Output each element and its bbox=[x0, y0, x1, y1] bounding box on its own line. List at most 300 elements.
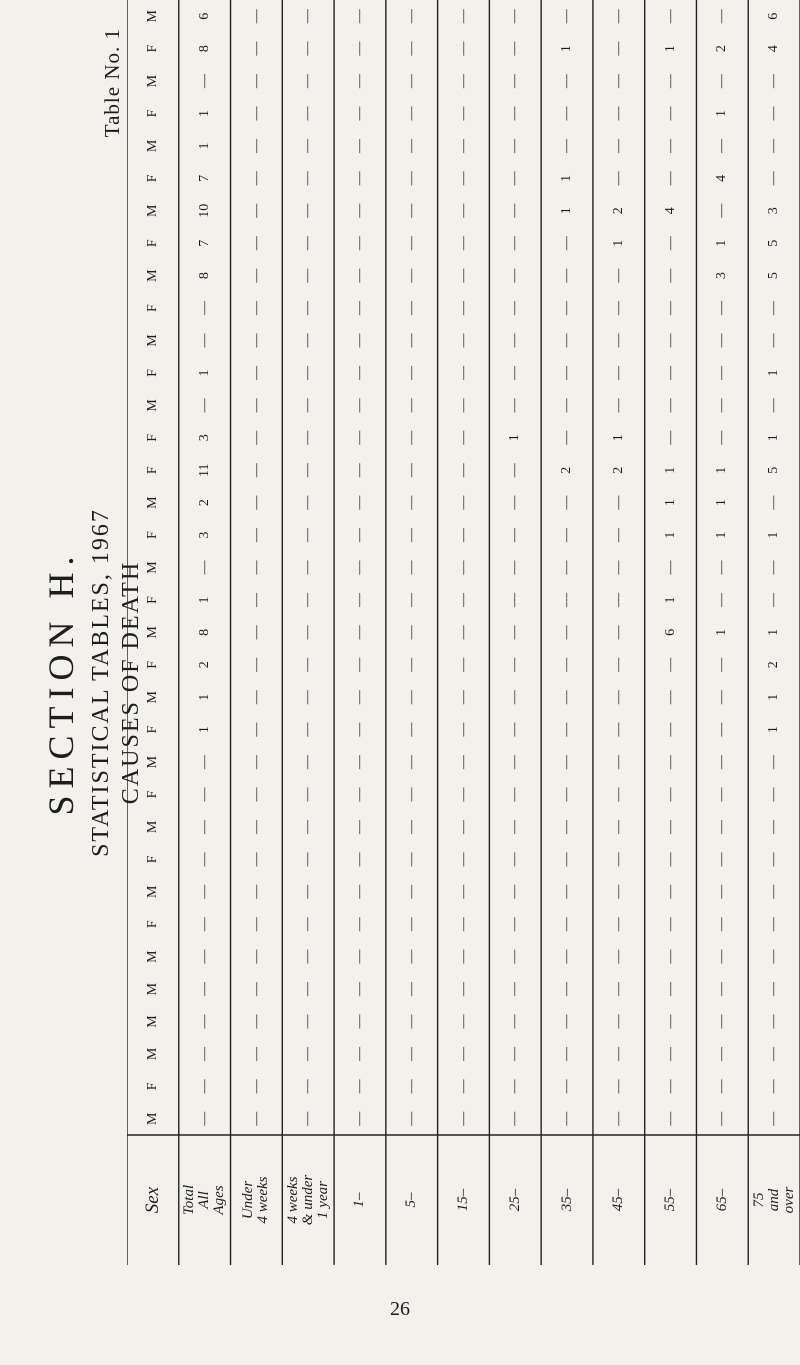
cell-value: — bbox=[507, 1111, 523, 1126]
cell-value: — bbox=[610, 722, 626, 737]
header-age-11 bbox=[748, 1135, 800, 1265]
cell-value: — bbox=[507, 722, 523, 737]
sex-value: F bbox=[145, 369, 160, 377]
cell-value: — bbox=[662, 852, 678, 867]
cell-value: — bbox=[610, 755, 626, 770]
cell-value: 1 bbox=[714, 499, 730, 507]
cell-value: — bbox=[300, 917, 316, 932]
cell-value: — bbox=[766, 138, 782, 153]
cell-value: — bbox=[455, 365, 471, 380]
cell-value: — bbox=[507, 625, 523, 640]
cell-value: — bbox=[766, 982, 782, 997]
cell-value: — bbox=[766, 755, 782, 770]
cell-value: — bbox=[455, 430, 471, 445]
cell-value: — bbox=[403, 138, 419, 153]
cell-value: — bbox=[662, 819, 678, 834]
cell-value: — bbox=[559, 106, 575, 121]
cell-value: — bbox=[507, 1046, 523, 1061]
header-age-6 bbox=[489, 1135, 541, 1265]
cell-value: — bbox=[610, 625, 626, 640]
cell-value: — bbox=[714, 430, 730, 445]
cell-value: 1 bbox=[714, 466, 730, 474]
cell-value: — bbox=[559, 138, 575, 153]
cell-value: — bbox=[662, 106, 678, 121]
cell-value: — bbox=[248, 560, 264, 575]
cell-value: — bbox=[714, 852, 730, 867]
cell-value: — bbox=[559, 268, 575, 283]
cell-value: 1 bbox=[662, 499, 678, 507]
cell-value: — bbox=[662, 1111, 678, 1126]
cell-value: — bbox=[300, 138, 316, 153]
cell-value: — bbox=[300, 268, 316, 283]
cell-value: 5 bbox=[766, 272, 782, 280]
cell-value: — bbox=[610, 819, 626, 834]
cell-value: — bbox=[403, 398, 419, 413]
cell-value: — bbox=[403, 495, 419, 510]
cell-value: — bbox=[507, 463, 523, 478]
cell-value: — bbox=[403, 819, 419, 834]
table-number: Table No. 1 bbox=[100, 28, 124, 138]
cell-value: — bbox=[714, 9, 730, 24]
cell-value: — bbox=[403, 722, 419, 737]
cell-value: — bbox=[248, 9, 264, 24]
cell-value: — bbox=[610, 787, 626, 802]
cell-value: — bbox=[196, 74, 212, 89]
cell-value: — bbox=[352, 528, 368, 543]
cell-value: — bbox=[300, 495, 316, 510]
cell-value: — bbox=[403, 528, 419, 543]
cell-value: — bbox=[662, 236, 678, 251]
header-age-line: 25– bbox=[506, 1188, 523, 1212]
cell-value: 1 bbox=[662, 466, 678, 474]
cell-value: — bbox=[455, 1046, 471, 1061]
header-age-line: Ages bbox=[211, 1185, 228, 1215]
cell-value: — bbox=[662, 74, 678, 89]
cell-value: — bbox=[610, 138, 626, 153]
cell-value: — bbox=[455, 333, 471, 348]
cell-value: — bbox=[559, 949, 575, 964]
cell-value: 1 bbox=[662, 45, 678, 53]
cell-value: — bbox=[507, 852, 523, 867]
sex-value: F bbox=[145, 660, 160, 669]
cell-value: — bbox=[766, 1111, 782, 1126]
sex-value: M bbox=[145, 561, 160, 574]
cell-value: — bbox=[300, 41, 316, 56]
cell-value: — bbox=[403, 1046, 419, 1061]
cell-value: — bbox=[559, 9, 575, 24]
cell-value: — bbox=[352, 592, 368, 607]
cell-value: — bbox=[300, 333, 316, 348]
cell-value: — bbox=[662, 982, 678, 997]
cell-value: — bbox=[766, 301, 782, 316]
cell-value: — bbox=[714, 74, 730, 89]
cell-value: 1 bbox=[507, 434, 523, 442]
cell-value: — bbox=[352, 41, 368, 56]
cell-value: — bbox=[766, 1079, 782, 1094]
cell-value: — bbox=[300, 982, 316, 997]
cell-value: — bbox=[507, 171, 523, 186]
cell-value: — bbox=[196, 333, 212, 348]
cell-value: — bbox=[352, 982, 368, 997]
cell-value: — bbox=[248, 722, 264, 737]
cell-value: — bbox=[766, 398, 782, 413]
cell-value: — bbox=[300, 398, 316, 413]
cell-value: — bbox=[662, 949, 678, 964]
cell-value: — bbox=[352, 560, 368, 575]
cell-value: — bbox=[559, 560, 575, 575]
cell-value: — bbox=[714, 1111, 730, 1126]
header-age-line: 4 weeks bbox=[284, 1176, 301, 1224]
table-subtitle-2: CAUSES OF DEATH bbox=[118, 560, 144, 805]
cell-value: — bbox=[559, 625, 575, 640]
cell-value: — bbox=[300, 592, 316, 607]
cell-value: — bbox=[248, 690, 264, 705]
sex-value: F bbox=[145, 531, 160, 539]
cell-value: — bbox=[352, 884, 368, 899]
cell-value: — bbox=[352, 74, 368, 89]
cell-value: — bbox=[766, 74, 782, 89]
cell-value: — bbox=[352, 657, 368, 672]
cell-value: — bbox=[196, 301, 212, 316]
cell-value: — bbox=[662, 884, 678, 899]
cell-value: — bbox=[455, 1079, 471, 1094]
cell-value: — bbox=[403, 690, 419, 705]
cell-value: — bbox=[559, 430, 575, 445]
cell-value: — bbox=[455, 1111, 471, 1126]
sex-value: F bbox=[145, 109, 160, 118]
cell-value: — bbox=[352, 301, 368, 316]
cell-value: — bbox=[300, 657, 316, 672]
cell-value: — bbox=[403, 1079, 419, 1094]
cell-value: 4 bbox=[662, 207, 678, 215]
cell-value: 1 bbox=[559, 45, 575, 53]
cell-value: — bbox=[352, 430, 368, 445]
cell-value: — bbox=[714, 787, 730, 802]
cell-value: — bbox=[196, 852, 212, 867]
cell-value: — bbox=[403, 463, 419, 478]
cell-value: 3 bbox=[196, 434, 212, 442]
cell-value: — bbox=[559, 365, 575, 380]
sex-value: M bbox=[145, 399, 160, 412]
cell-value: — bbox=[766, 495, 782, 510]
cell-value: — bbox=[248, 852, 264, 867]
cell-value: — bbox=[559, 722, 575, 737]
cell-value: — bbox=[766, 1014, 782, 1029]
cell-value: 1 bbox=[766, 628, 782, 636]
cell-value: — bbox=[714, 819, 730, 834]
sex-value: M bbox=[145, 74, 160, 88]
cell-value: — bbox=[248, 625, 264, 640]
cell-value: 2 bbox=[610, 466, 626, 474]
cell-value: — bbox=[455, 560, 471, 575]
cell-value: — bbox=[559, 1014, 575, 1029]
cell-value: — bbox=[714, 1014, 730, 1029]
cell-value: 1 bbox=[714, 239, 730, 247]
cell-value: 1 bbox=[766, 693, 782, 701]
header-age-9 bbox=[645, 1135, 697, 1265]
cell-value: — bbox=[352, 365, 368, 380]
cell-value: — bbox=[248, 657, 264, 672]
cell-value: — bbox=[352, 625, 368, 640]
cell-value: 1 bbox=[559, 207, 575, 215]
header-age-0 bbox=[179, 1135, 231, 1265]
cell-value: — bbox=[403, 560, 419, 575]
cell-value: — bbox=[352, 755, 368, 770]
cell-value: — bbox=[248, 74, 264, 89]
cell-value: — bbox=[352, 949, 368, 964]
cell-value: 4 bbox=[766, 45, 782, 53]
sex-value: M bbox=[145, 334, 160, 347]
cell-value: — bbox=[196, 949, 212, 964]
cell-value: 1 bbox=[559, 174, 575, 182]
cell-value: 6 bbox=[196, 12, 212, 20]
cell-value: — bbox=[248, 1014, 264, 1029]
cell-value: — bbox=[507, 236, 523, 251]
sex-value: F bbox=[145, 466, 160, 475]
cell-value: — bbox=[352, 1079, 368, 1094]
cell-value: — bbox=[403, 41, 419, 56]
cell-value: — bbox=[300, 171, 316, 186]
cell-value: — bbox=[352, 138, 368, 153]
cell-value: — bbox=[196, 819, 212, 834]
cell-value: — bbox=[662, 171, 678, 186]
cell-value: — bbox=[507, 884, 523, 899]
header-age-1 bbox=[231, 1135, 283, 1265]
cell-value: — bbox=[403, 236, 419, 251]
cell-value: — bbox=[455, 657, 471, 672]
cell-value: — bbox=[455, 528, 471, 543]
cell-value: — bbox=[300, 949, 316, 964]
cell-value: — bbox=[300, 1014, 316, 1029]
cell-value: — bbox=[507, 74, 523, 89]
cell-value: — bbox=[559, 755, 575, 770]
cell-value: — bbox=[352, 1111, 368, 1126]
cell-value: 8 bbox=[196, 45, 212, 53]
cell-value: — bbox=[248, 41, 264, 56]
sex-value: M bbox=[145, 755, 160, 769]
cell-value: 2 bbox=[610, 207, 626, 215]
cell-value: — bbox=[610, 495, 626, 510]
cell-value: 1 bbox=[766, 531, 782, 539]
cell-value: — bbox=[766, 787, 782, 802]
cell-value: — bbox=[766, 917, 782, 932]
cell-value: — bbox=[662, 138, 678, 153]
cell-value: 8 bbox=[196, 628, 212, 636]
cell-value: — bbox=[403, 625, 419, 640]
cell-value: — bbox=[352, 722, 368, 737]
cell-value: — bbox=[455, 625, 471, 640]
sex-value: M bbox=[145, 1015, 160, 1028]
cell-value: — bbox=[248, 365, 264, 380]
sex-value: M bbox=[145, 1112, 160, 1126]
cell-value: — bbox=[507, 982, 523, 997]
cell-value: — bbox=[300, 1046, 316, 1061]
cell-value: — bbox=[766, 852, 782, 867]
sex-value: M bbox=[145, 982, 160, 996]
cell-value: — bbox=[559, 398, 575, 413]
cell-value: — bbox=[248, 106, 264, 121]
cell-value: — bbox=[352, 9, 368, 24]
cell-value: — bbox=[300, 1111, 316, 1126]
cell-value: 2 bbox=[196, 661, 212, 669]
cell-value: — bbox=[196, 787, 212, 802]
cell-value: — bbox=[403, 430, 419, 445]
cell-value: — bbox=[403, 74, 419, 89]
cell-value: — bbox=[455, 787, 471, 802]
sex-value: M bbox=[145, 626, 160, 639]
header-age-line: over bbox=[780, 1186, 797, 1214]
cell-value: — bbox=[610, 106, 626, 121]
cell-value: — bbox=[300, 365, 316, 380]
cell-value: — bbox=[455, 171, 471, 186]
cell-value: — bbox=[352, 917, 368, 932]
cell-value: 2 bbox=[714, 45, 730, 53]
cell-value: — bbox=[507, 268, 523, 283]
cell-value: — bbox=[455, 819, 471, 834]
sex-value: M bbox=[145, 269, 160, 282]
cell-value: — bbox=[248, 268, 264, 283]
cell-value: — bbox=[403, 1014, 419, 1029]
cell-value: — bbox=[455, 41, 471, 56]
cell-value: — bbox=[662, 787, 678, 802]
cell-value: — bbox=[610, 884, 626, 899]
sex-value: M bbox=[145, 820, 160, 834]
cell-value: — bbox=[714, 690, 730, 705]
cell-value: — bbox=[403, 755, 419, 770]
cell-value: — bbox=[455, 301, 471, 316]
cell-value: — bbox=[714, 1046, 730, 1061]
header-age-line: 15– bbox=[454, 1188, 471, 1212]
cell-value: — bbox=[507, 398, 523, 413]
cell-value: — bbox=[714, 1079, 730, 1094]
cell-value: 1 bbox=[610, 239, 626, 247]
cell-value: 1 bbox=[766, 726, 782, 734]
cell-value: — bbox=[559, 787, 575, 802]
sex-value: F bbox=[145, 855, 160, 864]
cell-value: — bbox=[610, 41, 626, 56]
cell-value: — bbox=[766, 884, 782, 899]
cell-value: 1 bbox=[714, 628, 730, 636]
cell-value: — bbox=[610, 917, 626, 932]
header-age-line: 1 year bbox=[314, 1181, 331, 1219]
cell-value: — bbox=[559, 657, 575, 672]
cell-value: — bbox=[662, 1046, 678, 1061]
cell-value: 5 bbox=[766, 239, 782, 247]
cell-value: — bbox=[559, 1046, 575, 1061]
cell-value: — bbox=[352, 171, 368, 186]
cell-value: — bbox=[662, 9, 678, 24]
table-subtitle: STATISTICAL TABLES, 1967 bbox=[88, 508, 114, 857]
cell-value: — bbox=[610, 949, 626, 964]
cell-value: — bbox=[352, 819, 368, 834]
sex-value: F bbox=[145, 433, 160, 442]
header-age-7 bbox=[541, 1135, 593, 1265]
cell-value: — bbox=[559, 982, 575, 997]
cell-value: — bbox=[352, 1046, 368, 1061]
cell-value: 1 bbox=[766, 434, 782, 442]
cell-value: — bbox=[507, 203, 523, 218]
cell-value: — bbox=[196, 1079, 212, 1094]
cell-value: — bbox=[559, 333, 575, 348]
cell-value: 1 bbox=[714, 531, 730, 539]
cell-value: — bbox=[714, 365, 730, 380]
cell-value: — bbox=[352, 463, 368, 478]
cell-value: — bbox=[300, 528, 316, 543]
cell-value: — bbox=[300, 9, 316, 24]
cell-value: — bbox=[559, 690, 575, 705]
cell-value: — bbox=[507, 106, 523, 121]
cell-value: — bbox=[662, 917, 678, 932]
cell-value: — bbox=[248, 787, 264, 802]
cell-value: — bbox=[403, 203, 419, 218]
cell-value: — bbox=[196, 398, 212, 413]
cell-value: — bbox=[300, 722, 316, 737]
cell-value: — bbox=[455, 1014, 471, 1029]
cell-value: — bbox=[714, 982, 730, 997]
cell-value: — bbox=[403, 592, 419, 607]
cell-value: — bbox=[507, 528, 523, 543]
cell-value: — bbox=[507, 138, 523, 153]
cell-value: 7 bbox=[196, 239, 212, 247]
cell-value: 1 bbox=[766, 369, 782, 377]
cell-value: — bbox=[300, 690, 316, 705]
cell-value: — bbox=[610, 852, 626, 867]
cell-value: — bbox=[559, 528, 575, 543]
cell-value: — bbox=[403, 333, 419, 348]
cell-value: — bbox=[610, 592, 626, 607]
cell-value: 3 bbox=[714, 272, 730, 280]
cell-value: — bbox=[610, 657, 626, 672]
cell-value: — bbox=[196, 560, 212, 575]
header-age-line: 45– bbox=[610, 1188, 627, 1212]
cell-value: 1 bbox=[662, 596, 678, 604]
header-age-4 bbox=[386, 1135, 438, 1265]
header-age-8 bbox=[593, 1135, 645, 1265]
sex-value: F bbox=[145, 239, 160, 248]
cell-value: — bbox=[559, 819, 575, 834]
cell-value: — bbox=[248, 1111, 264, 1126]
cell-value: — bbox=[352, 333, 368, 348]
cell-value: — bbox=[455, 690, 471, 705]
cell-value: — bbox=[714, 138, 730, 153]
cell-value: — bbox=[248, 592, 264, 607]
cell-value: — bbox=[662, 268, 678, 283]
cell-value: — bbox=[507, 592, 523, 607]
cell-value: — bbox=[610, 528, 626, 543]
cell-value: — bbox=[455, 884, 471, 899]
cell-value: — bbox=[766, 560, 782, 575]
cell-value: — bbox=[662, 560, 678, 575]
cell-value: — bbox=[403, 852, 419, 867]
cell-value: — bbox=[300, 236, 316, 251]
cell-value: — bbox=[455, 592, 471, 607]
sex-value: F bbox=[145, 920, 160, 929]
header-age-line: Under bbox=[240, 1180, 257, 1220]
cell-value: — bbox=[455, 74, 471, 89]
cell-value: — bbox=[507, 365, 523, 380]
header-age-2 bbox=[282, 1135, 334, 1265]
cell-value: — bbox=[662, 1079, 678, 1094]
cell-value: — bbox=[248, 203, 264, 218]
cell-value: — bbox=[455, 949, 471, 964]
cell-value: — bbox=[610, 1014, 626, 1029]
cell-value: — bbox=[455, 106, 471, 121]
cell-value: — bbox=[662, 430, 678, 445]
cell-value: — bbox=[610, 1111, 626, 1126]
cell-value: — bbox=[610, 1079, 626, 1094]
cell-value: 1 bbox=[662, 531, 678, 539]
cell-value: — bbox=[248, 917, 264, 932]
